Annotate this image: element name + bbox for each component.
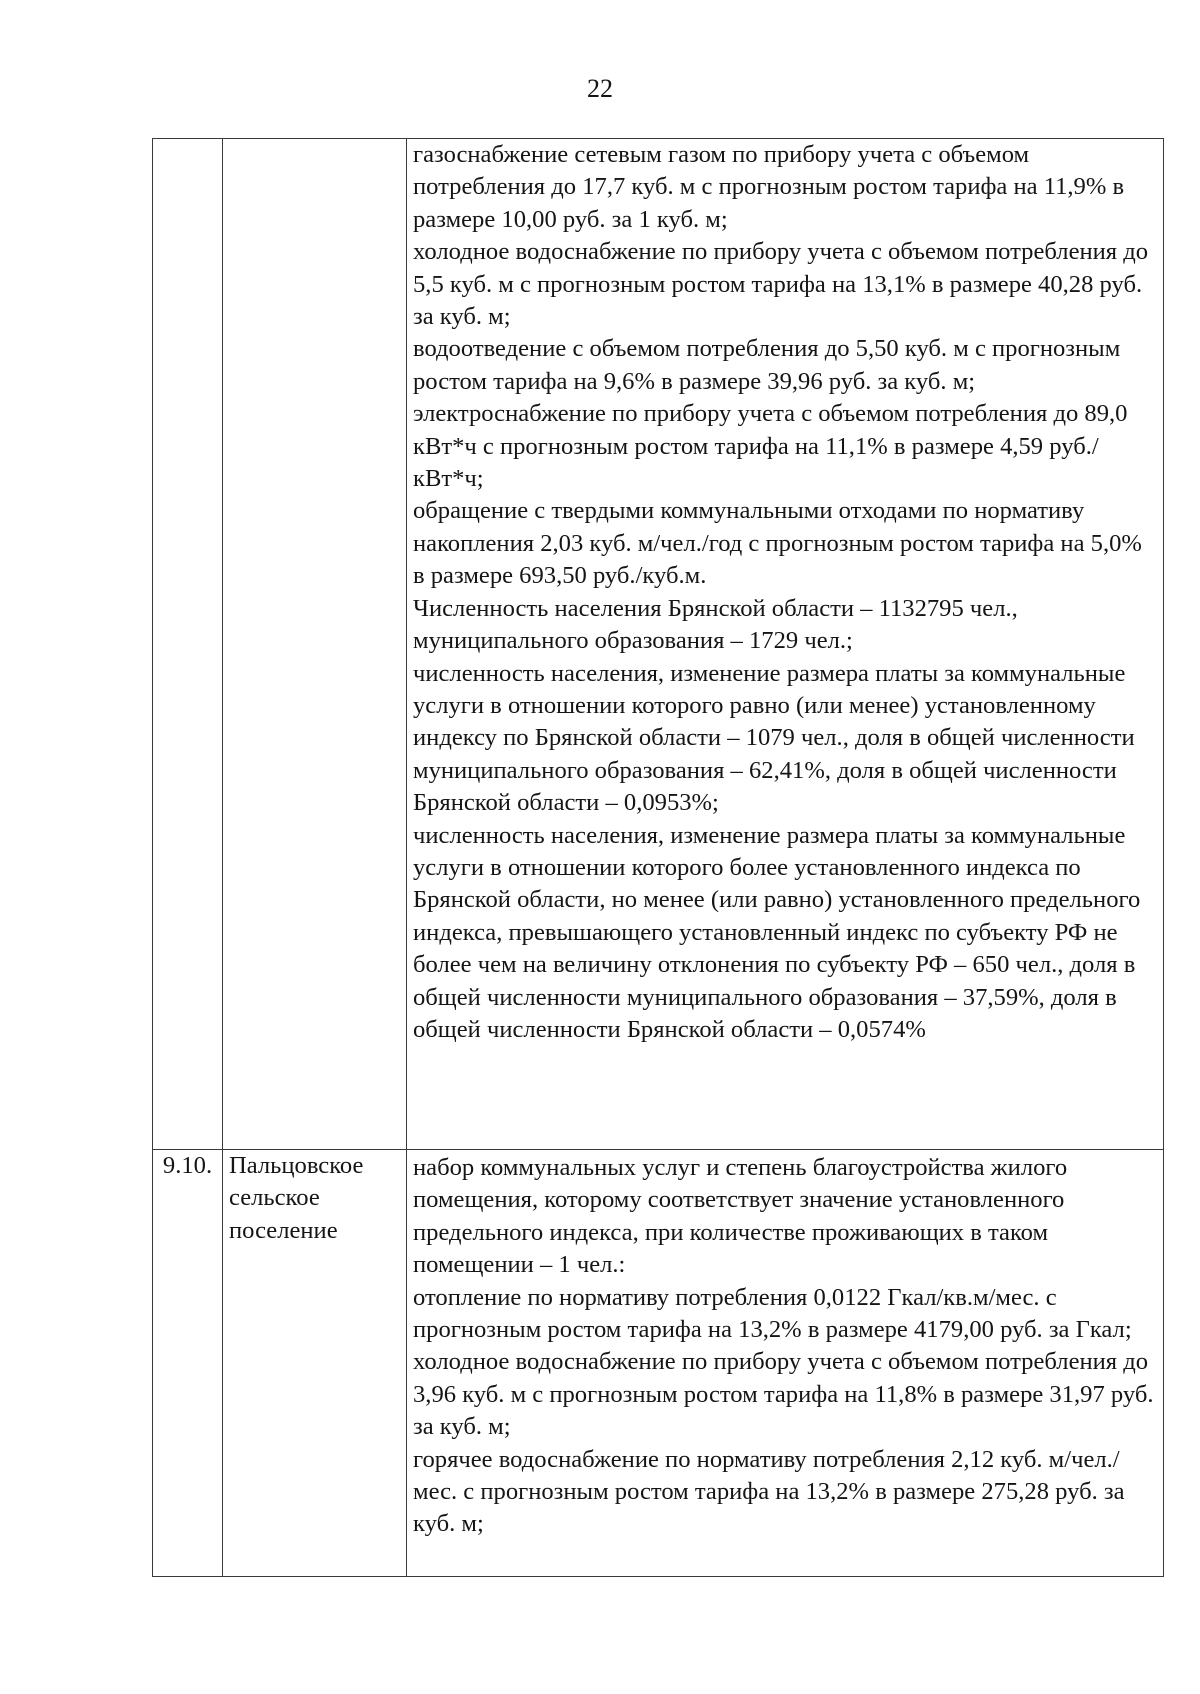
tariff-paragraph: электроснабжение по прибору учета с объемом потребления до 89,0 кВт*ч с прогнозным ростом тарифа на 11,1% в размере 4,59 руб./кВт*ч;: [413, 400, 1128, 493]
tariff-paragraph: горячее водоснабжение по нормативу потребления 2,12 куб. м/чел./мес. с прогнозным ростом тарифа на 13,2% в размере 275,28 руб. за куб. м;: [413, 1445, 1125, 1538]
settlement-name-cell: [223, 1150, 407, 1577]
tariff-paragraph: водоотведение с объемом потребления до 5,50 куб. м с прогнозным ростом тарифа на 9,6% в размере 39,96 руб. за куб. м;: [413, 335, 1121, 395]
tariff-paragraph: набор коммунальных услуг и степень благоустройства жилого помещения, которому соответствует значение установленного предельного индекса, при количестве проживающих в таком помещении – 1 чел.:: [413, 1154, 1068, 1279]
tariff-description-cell: [407, 1150, 1164, 1577]
population-paragraph: численность населения, изменение размера платы за коммунальные услуги в отношении которого более установленного индекса по Брянской области, но менее (или равно) установленного предельного индекса, превышающего установленный индекс по субъекту РФ не более чем на величину отклонения по субъекту РФ – 650 чел., доля в общей численности муниципального образования – 37,59%, доля в общей численности Брянской области – 0,0574%: [413, 821, 1141, 1043]
settlement-name-cell: [223, 139, 407, 1150]
row-number-cell: 9.10.: [153, 1150, 223, 1577]
page-number: 22: [587, 74, 613, 103]
tariff-table: [152, 138, 1164, 1577]
tariff-description-cell: [407, 139, 1164, 1150]
tariff-paragraph: холодное водоснабжение по прибору учета с объемом потребления до 5,5 куб. м с прогнозным ростом тарифа на 13,1% в размере 40,28 руб. за куб. м;: [413, 238, 1149, 331]
tariff-paragraph: обращение с твердыми коммунальными отходами по нормативу накопления 2,03 куб. м/чел./год с прогнозным ростом тарифа на 5,0% в размере 693,50 руб./куб.м.: [413, 497, 1142, 590]
table-row: [153, 1150, 1164, 1577]
population-paragraph: Численность населения Брянской области – 1132795 чел., муниципального образования – 1729 чел.;: [413, 594, 1018, 655]
tariff-paragraph: газоснабжение сетевым газом по прибору учета с объемом потребления до 17,7 куб. м с прогнозным ростом тарифа на 11,9% в размере 10,00 руб. за 1 куб. м;: [413, 141, 1125, 233]
row-number-cell: [153, 139, 223, 1150]
settlement-name-line: поселение: [229, 1216, 338, 1244]
table-row: [153, 139, 1164, 1150]
settlement-name-line: Пальцовское: [229, 1152, 364, 1179]
tariff-paragraph: холодное водоснабжение по прибору учета с объемом потребления до 3,96 куб. м с прогнозным ростом тарифа на 11,8% в размере 31,97 руб. за куб. м;: [413, 1348, 1154, 1441]
population-paragraph: численность населения, изменение размера платы за коммунальные услуги в отношении которого равно (или менее) установленному индексу по Брянской области – 1079 чел., доля в общей численности муниципального образования – 62,41%, доля в общей численности Брянской области – 0,0953%;: [413, 659, 1135, 817]
tariff-paragraph: отопление по нормативу потребления 0,0122 Гкал/кв.м/мес. с прогнозным ростом тарифа на 13,2% в размере 4179,00 руб. за Гкал;: [413, 1283, 1132, 1344]
settlement-name-line: сельское: [229, 1184, 320, 1212]
